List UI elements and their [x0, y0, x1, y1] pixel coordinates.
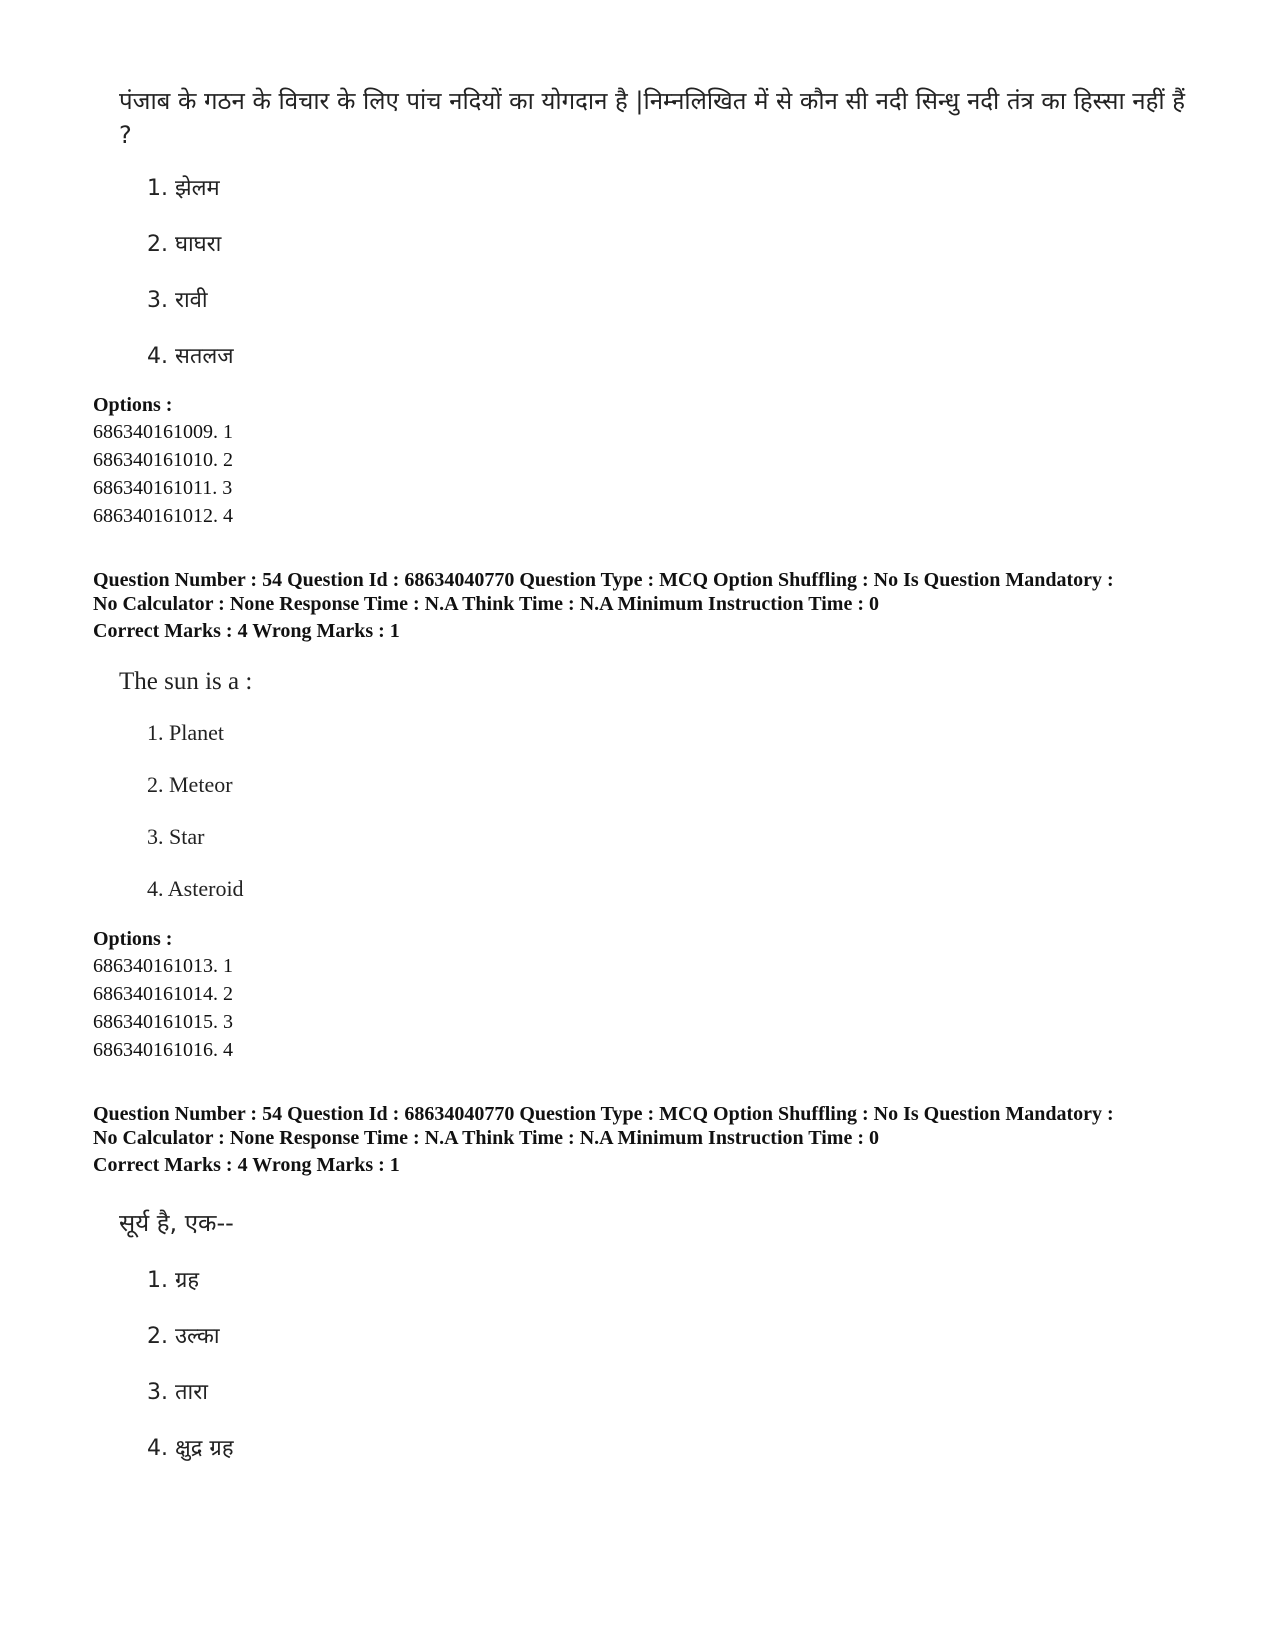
question-meta-line: Question Number : 54 Question Id : 68634040770 Question Type : MCQ Option Shuffling : No Is Question Mandatory : [93, 1103, 1114, 1125]
choice-2: 2. घाघरा [147, 232, 222, 257]
option-id-line: 686340161012. 4 [93, 505, 233, 527]
choice-2: 2. उल्का [147, 1324, 220, 1349]
option-id-line: 686340161015. 3 [93, 1011, 233, 1033]
question-meta-line: No Calculator : None Response Time : N.A Think Time : N.A Minimum Instruction Time : 0 [93, 593, 879, 615]
question-meta-line: Question Number : 54 Question Id : 68634040770 Question Type : MCQ Option Shuffling : No Is Question Mandatory : [93, 569, 1114, 591]
question-text: The sun is a : [119, 668, 253, 695]
choice-3: 3. Star [147, 824, 205, 849]
choice-4: 4. क्षुद्र ग्रह [147, 1436, 234, 1461]
option-id-line: 686340161016. 4 [93, 1039, 233, 1061]
options-heading: Options : [93, 394, 173, 416]
choice-3: 3. रावी [147, 288, 208, 313]
choice-1: 1. ग्रह [147, 1268, 200, 1293]
question-marks: Correct Marks : 4 Wrong Marks : 1 [93, 1154, 400, 1176]
option-id-line: 686340161013. 1 [93, 955, 233, 977]
choice-1: 1. झेलम [147, 176, 220, 201]
option-id-line: 686340161011. 3 [93, 477, 233, 499]
choice-1: 1. Planet [147, 720, 224, 745]
choice-4: 4. सतलज [147, 344, 234, 369]
question-marks: Correct Marks : 4 Wrong Marks : 1 [93, 620, 400, 642]
question-text: सूर्य है, एक-- [119, 1209, 234, 1237]
question-meta-line: No Calculator : None Response Time : N.A Think Time : N.A Minimum Instruction Time : 0 [93, 1127, 879, 1149]
question-meta [93, 568, 1203, 616]
option-id-line: 686340161010. 2 [93, 449, 233, 471]
choice-3: 3. तारा [147, 1380, 208, 1405]
option-id-line: 686340161009. 1 [93, 421, 233, 443]
option-id-line: 686340161014. 2 [93, 983, 233, 1005]
options-heading: Options : [93, 928, 173, 950]
choice-2: 2. Meteor [147, 772, 233, 797]
question-text: पंजाब के गठन के विचार के लिए पांच नदियों का योगदान है |निम्नलिखित में से कौन सी नदी सिन्धु नदी तंत्र का हिस्सा नहीं हैं ? [119, 87, 1185, 149]
question-meta [93, 1102, 1203, 1150]
choice-4: 4. Asteroid [147, 876, 244, 901]
